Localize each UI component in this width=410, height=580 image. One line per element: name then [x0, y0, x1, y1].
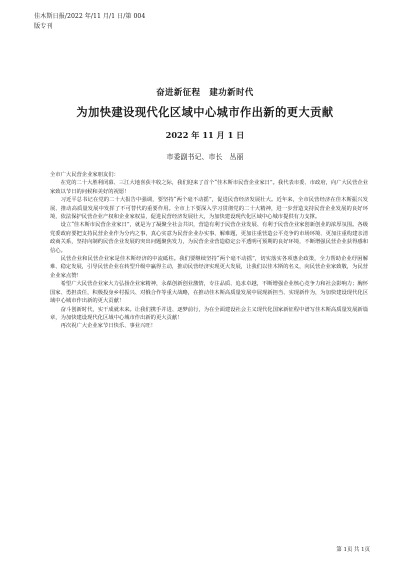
page-indicator: 第 1页 共 1页 [336, 547, 370, 553]
paragraph: 设立“佳木斯市民营企业家日”，就是为了凝聚全社会共识，营造有利于民营企业发展、有利于民营企业家创新创业的浓厚氛围。各级党委政府要把支持民营企业作为分内之事，真心实意为民营企业办实事、解难题，更加注重营造公平竞争的市场环境、更加注重构建亲清政商关系，坚持向制约民营企业发展的突出问题聚焦发力，为民营企业营造稳定公平透明可预期的良好环境，不断增强民营企业获得感和信心。 [50, 222, 368, 254]
article-kicker: 奋进新征程 建功新时代 [156, 87, 254, 97]
article-body [50, 171, 368, 331]
source-line: 佳木斯日报/2022 年/11 月/1 日/第 004 [34, 13, 146, 20]
paragraph: 在党的二十大胜利闭幕、三江大地喜获丰收之际，我们迎来了首个“佳木斯市民营企业家日”。我代表市委、市政府，向广大民营企业家致以节日的问候和美好的祝愿！ [50, 180, 368, 195]
article-title: 为加快建设现代化区域中心城市作出新的更大贡献 [76, 105, 334, 119]
paragraph: 民营企业和民营企业家是佳木斯经济的中流砥柱。我们要继续坚持“两个毫不动摇”，切实落实各项惠企政策，全力帮助企业纾困解难、稳定发展，引导民营企业在转型升级中赢得主动，推动民营经济实现更大发展，让我们以佳木斯的名义，向民营企业家致敬，为民营企业家点赞！ [50, 256, 368, 279]
paragraph: 希望广大民营企业家大力弘扬企业家精神，永葆创新创业激情，专注品质、追求卓越，不断增强企业核心竞争力和社会影响力；胸怀国家、勇担责任，积极投身乡村振兴、对俄合作等重大战略，在推动佳木斯高质量发展中展现新担当、实现新作为，为加快建设现代化区域中心城市作出新的更大贡献！ [50, 281, 368, 305]
article-author: 市委副书记、市长 丛丽 [166, 153, 244, 161]
article-date: 2022 年 11 月 1 日 [165, 130, 245, 140]
paragraph: 习近平总书记在党的二十大报告中强调，要坚持“两个毫不动摇”，促进民营经济发展壮大。近年来，全市民营经济在佳木斯振兴发展、推动高质量发展中发挥了不可替代的重要作用。全市上下要深入学习贯彻党的二十大精神，进一步营造支持民营企业发展的良好环境，依法保护民营企业产权和企业家权益，促进民营经济发展壮大，为加快建设现代化区域中心城市提供有力支撑。 [50, 197, 368, 221]
paragraph: 再次祝广大企业家节日快乐、事业兴旺！ [60, 323, 156, 330]
paragraph: 奋斗创新时代，实干成就未来。让我们携手并进、逐梦前行，为在全面建设社会主义现代化国家新征程中谱写佳木斯高质量发展新篇章，为加快建设现代化区域中心城市作出新的更大贡献！ [50, 306, 368, 321]
section-label: 版专刊 [34, 22, 53, 30]
salutation: 全市广大民营企业家朋友们： [50, 172, 119, 178]
publication-header [34, 12, 145, 31]
